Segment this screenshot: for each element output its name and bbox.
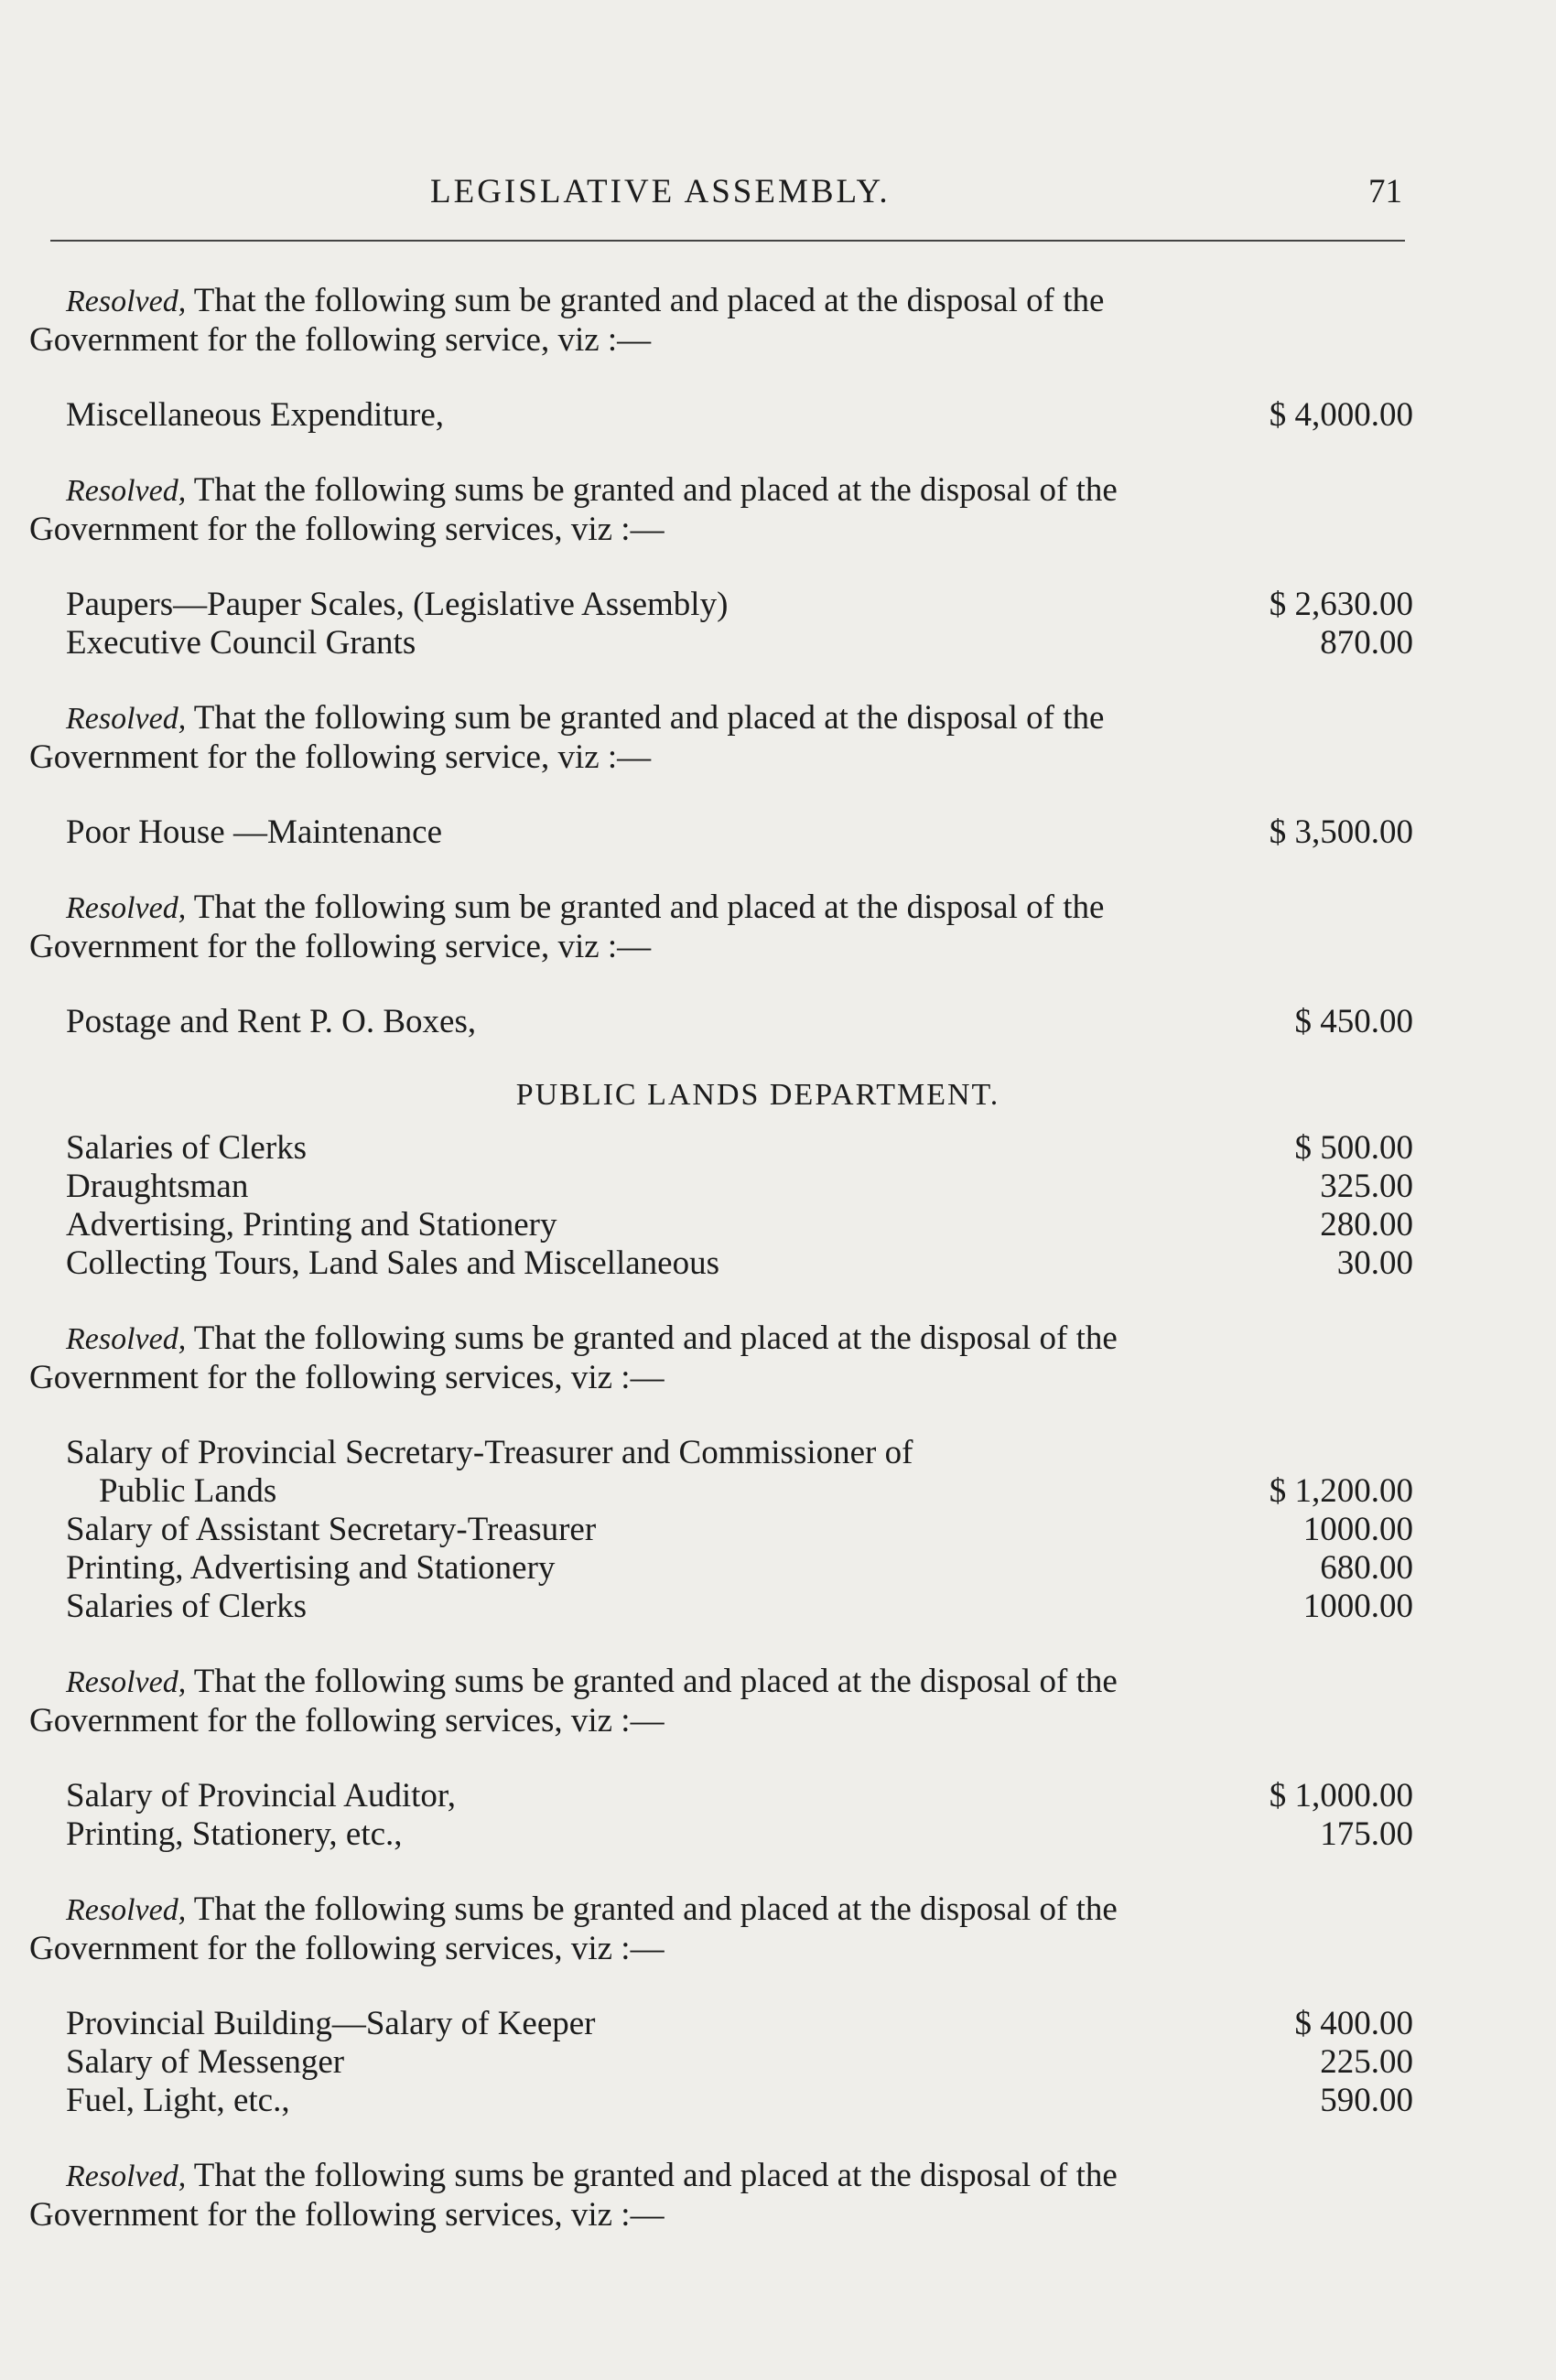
item-amount: 325.00 [1320, 1168, 1413, 1205]
document-body [29, 282, 1413, 2271]
appropriation-list [29, 396, 1413, 435]
resolved-lead: Resolved, [66, 891, 187, 925]
item-amount: $ 4,000.00 [1269, 396, 1413, 434]
resolution-paragraph [29, 1890, 1192, 1968]
item-label: Fuel, Light, etc., [66, 2082, 290, 2119]
section-heading: PUBLIC LANDS DEPARTMENT. [515, 1078, 1000, 1112]
appropriation-item [29, 396, 1413, 435]
item-amount: 30.00 [1336, 1244, 1413, 1282]
item-amount: 680.00 [1320, 1549, 1413, 1587]
resolved-lead: Resolved, [66, 285, 187, 318]
resolution-text: That the following sums be granted and placed at the disposal of the Government for the following services, viz :— [29, 2157, 1118, 2234]
appropriation-item [29, 1168, 1413, 1206]
item-label: Salaries of Clerks [66, 1588, 308, 1625]
resolution-paragraph [29, 1319, 1192, 1397]
appropriation-item [29, 586, 1413, 624]
item-amount: $ 3,500.00 [1269, 813, 1413, 851]
resolved-lead: Resolved, [66, 1665, 187, 1699]
resolved-lead: Resolved, [66, 1322, 187, 1356]
appropriation-list [29, 586, 1413, 662]
appropriation-item [29, 2082, 1413, 2120]
item-label: Paupers—Pauper Scales, (Legislative Assembly) [66, 586, 729, 623]
appropriation-list [29, 2005, 1413, 2120]
item-label: Draughtsman [66, 1168, 249, 1205]
item-label: Executive Council Grants [66, 624, 416, 662]
item-label: Public Lands [99, 1472, 277, 1510]
resolution-text: That the following sums be granted and placed at the disposal of the Government for the following services, viz :— [29, 1890, 1118, 1967]
item-label: Salary of Assistant Secretary-Treasurer [66, 1511, 597, 1548]
resolved-lead: Resolved, [66, 1893, 187, 1927]
item-amount: 1000.00 [1302, 1511, 1413, 1548]
resolved-lead: Resolved, [66, 2159, 187, 2193]
item-label: Salaries of Clerks [66, 1129, 308, 1167]
item-amount: $ 1,000.00 [1269, 1777, 1413, 1815]
appropriation-item [29, 1129, 1413, 1168]
appropriation-list [29, 1003, 1413, 1041]
item-label: Printing, Advertising and Stationery [66, 1549, 556, 1587]
item-amount [1212, 1434, 1413, 1472]
appropriation-item [29, 1244, 1413, 1283]
item-amount: $ 2,630.00 [1269, 586, 1413, 623]
item-amount: 870.00 [1320, 624, 1413, 662]
page-number: 71 [1368, 173, 1402, 210]
item-amount: 280.00 [1320, 1206, 1413, 1244]
resolution-text: That the following sum be granted and placed at the disposal of the Government for the following service, viz :— [29, 888, 1105, 965]
appropriation-list [29, 1777, 1413, 1854]
resolution-paragraph [29, 699, 1192, 777]
item-label: Postage and Rent P. O. Boxes, [66, 1003, 477, 1040]
appropriation-item [29, 1815, 1413, 1854]
running-header [0, 172, 1556, 227]
appropriation-item [29, 1588, 1413, 1626]
resolution-text: That the following sums be granted and placed at the disposal of the Government for the following services, viz :— [29, 471, 1118, 548]
appropriation-list [29, 1434, 1413, 1626]
item-amount: 225.00 [1320, 2043, 1413, 2081]
appropriation-item [29, 1549, 1413, 1588]
resolved-lead: Resolved, [66, 702, 187, 736]
resolution-text: That the following sums be granted and placed at the disposal of the Government for the following services, viz :— [29, 1319, 1118, 1396]
item-amount: $ 400.00 [1294, 2005, 1413, 2042]
appropriation-item [29, 2043, 1413, 2082]
appropriation-item [29, 1511, 1413, 1549]
resolved-lead: Resolved, [66, 474, 187, 508]
resolution-paragraph [29, 1663, 1192, 1740]
item-amount: 175.00 [1320, 1815, 1413, 1853]
resolution-text: That the following sums be granted and placed at the disposal of the Government for the following services, viz :— [29, 1663, 1118, 1739]
resolution-paragraph [29, 282, 1192, 360]
item-label: Advertising, Printing and Stationery [66, 1206, 557, 1244]
header-rule [50, 240, 1405, 242]
item-label: Salary of Provincial Secretary-Treasurer and Commissioner of [66, 1434, 913, 1471]
appropriation-item [29, 1003, 1413, 1041]
appropriation-item [29, 624, 1413, 662]
item-label: Provincial Building—Salary of Keeper [66, 2005, 596, 2042]
item-amount: 1000.00 [1302, 1588, 1413, 1625]
item-amount: $ 500.00 [1294, 1129, 1413, 1167]
page-title: LEGISLATIVE ASSEMBLY. [430, 173, 891, 210]
resolution-text: That the following sum be granted and placed at the disposal of the Government for the following service, viz :— [29, 699, 1105, 776]
resolution-paragraph [29, 2157, 1192, 2235]
appropriation-item [29, 1434, 1413, 1472]
appropriation-item [29, 1777, 1413, 1815]
resolution-paragraph [29, 471, 1192, 549]
item-label: Miscellaneous Expenditure, [66, 396, 445, 434]
item-label: Collecting Tours, Land Sales and Miscellaneous [66, 1244, 719, 1282]
resolution-text: That the following sum be granted and placed at the disposal of the Government for the following service, viz :— [29, 282, 1105, 359]
item-amount: $ 1,200.00 [1269, 1472, 1413, 1510]
appropriation-item [29, 1206, 1413, 1244]
resolution-paragraph [29, 888, 1192, 966]
item-amount: 590.00 [1320, 2082, 1413, 2119]
item-amount: $ 450.00 [1294, 1003, 1413, 1040]
appropriation-list [29, 813, 1413, 852]
appropriation-item [29, 1472, 1413, 1511]
item-label: Salary of Provincial Auditor, [66, 1777, 457, 1815]
appropriation-item [29, 813, 1413, 852]
item-label: Poor House —Maintenance [66, 813, 443, 851]
item-label: Salary of Messenger [66, 2043, 345, 2081]
appropriation-list [29, 1129, 1413, 1283]
appropriation-item [29, 2005, 1413, 2043]
item-label: Printing, Stationery, etc., [66, 1815, 403, 1853]
